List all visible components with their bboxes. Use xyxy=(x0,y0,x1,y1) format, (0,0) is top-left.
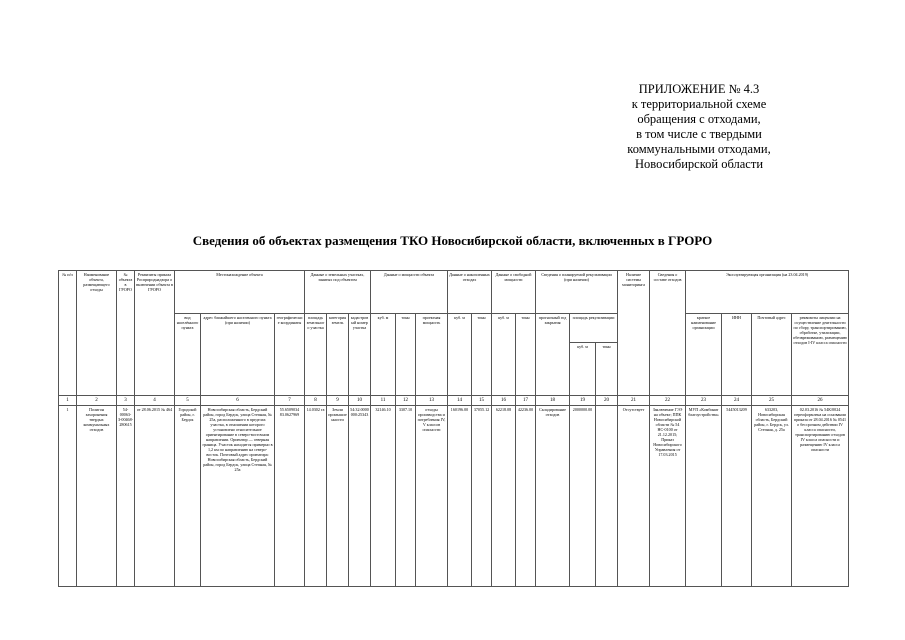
col-closing-header: Сведения о планируемой рекультивации (при наличии) xyxy=(536,271,618,314)
column-number: 8 xyxy=(305,396,327,406)
cell-op-address: 633203, Новосибирская область, Бердский район, г. Бердск, ул. Степная, д. 25а xyxy=(752,406,792,587)
col-closing-year-header: прогнозный год закрытия xyxy=(536,314,570,396)
appendix-header xyxy=(569,82,829,172)
col-free-t-header: тонн xyxy=(516,314,536,396)
document-title: Сведения об объектах размещения ТКО Новосибирской области, включенных в ГРОРО xyxy=(192,233,713,248)
column-number: 13 xyxy=(416,396,448,406)
cell-closing-area: 2000000.00 xyxy=(570,406,596,587)
col-fkko-header: Сведения о составе отходов xyxy=(650,271,686,396)
column-number: 21 xyxy=(618,396,650,406)
column-numbers-row xyxy=(59,396,849,406)
col-op-address-header: Почтовый адрес xyxy=(752,314,792,396)
cell-vol-t: 37055.12 xyxy=(472,406,492,587)
column-number: 3 xyxy=(117,396,135,406)
column-number: 15 xyxy=(472,396,492,406)
column-number: 16 xyxy=(492,396,516,406)
cell-cap-note: отходы производства и потребления IV, V классов опасности xyxy=(416,406,448,587)
col-kind-header: вид населённого пункта xyxy=(175,314,201,396)
column-number: 11 xyxy=(371,396,396,406)
col-free-header: Данные о свободной мощности xyxy=(492,271,536,314)
column-number: 20 xyxy=(596,396,618,406)
col-operator-header: Эксплуатирующая организация (на 23.04.2019) xyxy=(686,271,849,314)
objects-table-wrapper xyxy=(58,270,848,587)
cell-closing-t xyxy=(596,406,618,587)
table-subheader-row xyxy=(59,314,849,343)
column-number: 23 xyxy=(686,396,722,406)
objects-table xyxy=(58,270,849,587)
column-number: 22 xyxy=(650,396,686,406)
col-order-header: Реквизиты приказа Росприроднадзора о включении объекта в ГРОРО xyxy=(135,271,175,396)
col-coords-header: географические координаты xyxy=(275,314,305,396)
cell-cap-m3: 32146.10 xyxy=(371,406,396,587)
col-closing-area-header: площадь рекультивации xyxy=(570,314,618,343)
col-capacity-header: Данные о мощности объекта xyxy=(371,271,448,314)
cell-op-inn: 5445013209 xyxy=(722,406,752,587)
cell-class: Земли промышленности xyxy=(327,406,349,587)
table-header-row xyxy=(59,271,849,314)
column-number: 19 xyxy=(570,396,596,406)
column-number: 26 xyxy=(792,396,849,406)
col-groro-header: № объекта в ГРОРО xyxy=(117,271,135,396)
column-number: 14 xyxy=(448,396,472,406)
cell-coords: 55.6509034 83.0627969 xyxy=(275,406,305,587)
cell-cap-t: 3307.10 xyxy=(396,406,416,587)
column-number: 6 xyxy=(201,396,275,406)
col-volume-header: Данные о накопленных отходах xyxy=(448,271,492,314)
appendix-line: ПРИЛОЖЕНИЕ № 4.3 xyxy=(638,82,760,96)
col-closing-m3-header: куб. м xyxy=(570,343,596,396)
col-vol-m3-header: куб. м xyxy=(448,314,472,396)
cell-groro: 54-00063-З-00468-280615 xyxy=(117,406,135,587)
column-number: 1 xyxy=(59,396,77,406)
cell-closing-year: Складирование отходов xyxy=(536,406,570,587)
appendix-line: Новосибирской области xyxy=(634,157,764,171)
column-number: 17 xyxy=(516,396,536,406)
cell-name: Полигон захоронения твердых коммунальных отходов xyxy=(77,406,117,587)
appendix-line: обращения с отходами, xyxy=(637,112,761,126)
cell-license: 02.03.2016 № 54К/0024 переоформлена на основании приказа от 28.04.2016 № 0541 о бессрочном действии IV класса опасности, транспортированию отходов IV класса опасности и размещению IV класса опасности xyxy=(792,406,849,587)
col-monitor-header: Наличие системы мониторинга xyxy=(618,271,650,396)
column-number: 25 xyxy=(752,396,792,406)
col-location-header: Местонахождение объекта xyxy=(175,271,305,314)
col-land-header: Данные о земельных участках, занятых под объектом xyxy=(305,271,371,314)
appendix-line: коммунальными отходами, xyxy=(627,142,771,156)
col-free-m3-header: куб. м xyxy=(492,314,516,396)
cell-free-t: 42236.00 xyxy=(516,406,536,587)
column-number: 18 xyxy=(536,396,570,406)
col-cap-m3-header: куб. м xyxy=(371,314,396,396)
appendix-line: к территориальной схеме xyxy=(631,97,767,111)
cell-vol-m3: 160196.00 xyxy=(448,406,472,587)
column-number: 5 xyxy=(175,396,201,406)
cell-order: от 28.06.2015 № 464 xyxy=(135,406,175,587)
col-address-header: адрес ближайшего населенного пункта (при наличии) xyxy=(201,314,275,396)
col-name-header: Наименование объекта, размещающего отходы xyxy=(77,271,117,396)
cell-op-name: МУП «Комбинат благоустройства» xyxy=(686,406,722,587)
col-closing-t-header: тонн xyxy=(596,343,618,396)
column-number: 2 xyxy=(77,396,117,406)
column-number: 4 xyxy=(135,396,175,406)
col-vol-t-header: тонн xyxy=(472,314,492,396)
col-class-header: категория земель xyxy=(327,314,349,396)
col-cap-t-header: тонн xyxy=(396,314,416,396)
cell-num: 1 xyxy=(59,406,77,587)
cell-fkko: Заключение ГЭЭ на объект; ППК Новосибирской области № 54 НС-0100 от 21.12.2015; Приказ Новосибирского Управления от 17.03.2015 xyxy=(650,406,686,587)
column-number: 10 xyxy=(349,396,371,406)
col-square-header: площадь земельного участка xyxy=(305,314,327,396)
col-cadastre-header: кадастровый номер участка xyxy=(349,314,371,396)
column-number: 7 xyxy=(275,396,305,406)
column-number: 12 xyxy=(396,396,416,406)
col-op-inn-header: ИНН xyxy=(722,314,752,396)
col-license-header: реквизиты лицензии на осуществление деятельности по сбору, транспортированию, обработке, утилизации, обезвреживанию, размещению отходов I-IV класса опасности xyxy=(792,314,849,396)
col-op-name-header: краткое наименование организации xyxy=(686,314,722,396)
table-row xyxy=(59,406,849,587)
cell-cadastre: 54:32:0000000:25343 xyxy=(349,406,371,587)
appendix-line: в том числе с твердыми xyxy=(636,127,762,141)
column-number: 9 xyxy=(327,396,349,406)
cell-monitor: Отсутствует xyxy=(618,406,650,587)
cell-address: Новосибирская область, Бердский район, город Бердск, улица Степная, № 25а, расположенного в пределах участка, в отношении которого установлено относительное ориентирование в северо-восточном направлении. Ориентир — северная граница. Участок находится примерно в 1,2 км по направлению на северо-восток. Почтовый адрес ориентира: Новосибирская область, Бердский район, город Бердск, улица Степная, № 25а xyxy=(201,406,275,587)
cell-kind: Городской район, г. Бердск xyxy=(175,406,201,587)
column-number: 24 xyxy=(722,396,752,406)
cell-square: 14.0302 га xyxy=(305,406,327,587)
cell-free-m3: 62218.08 xyxy=(492,406,516,587)
col-num-header: № п/п xyxy=(59,271,77,396)
col-cap-design-header: проектная мощность xyxy=(416,314,448,396)
